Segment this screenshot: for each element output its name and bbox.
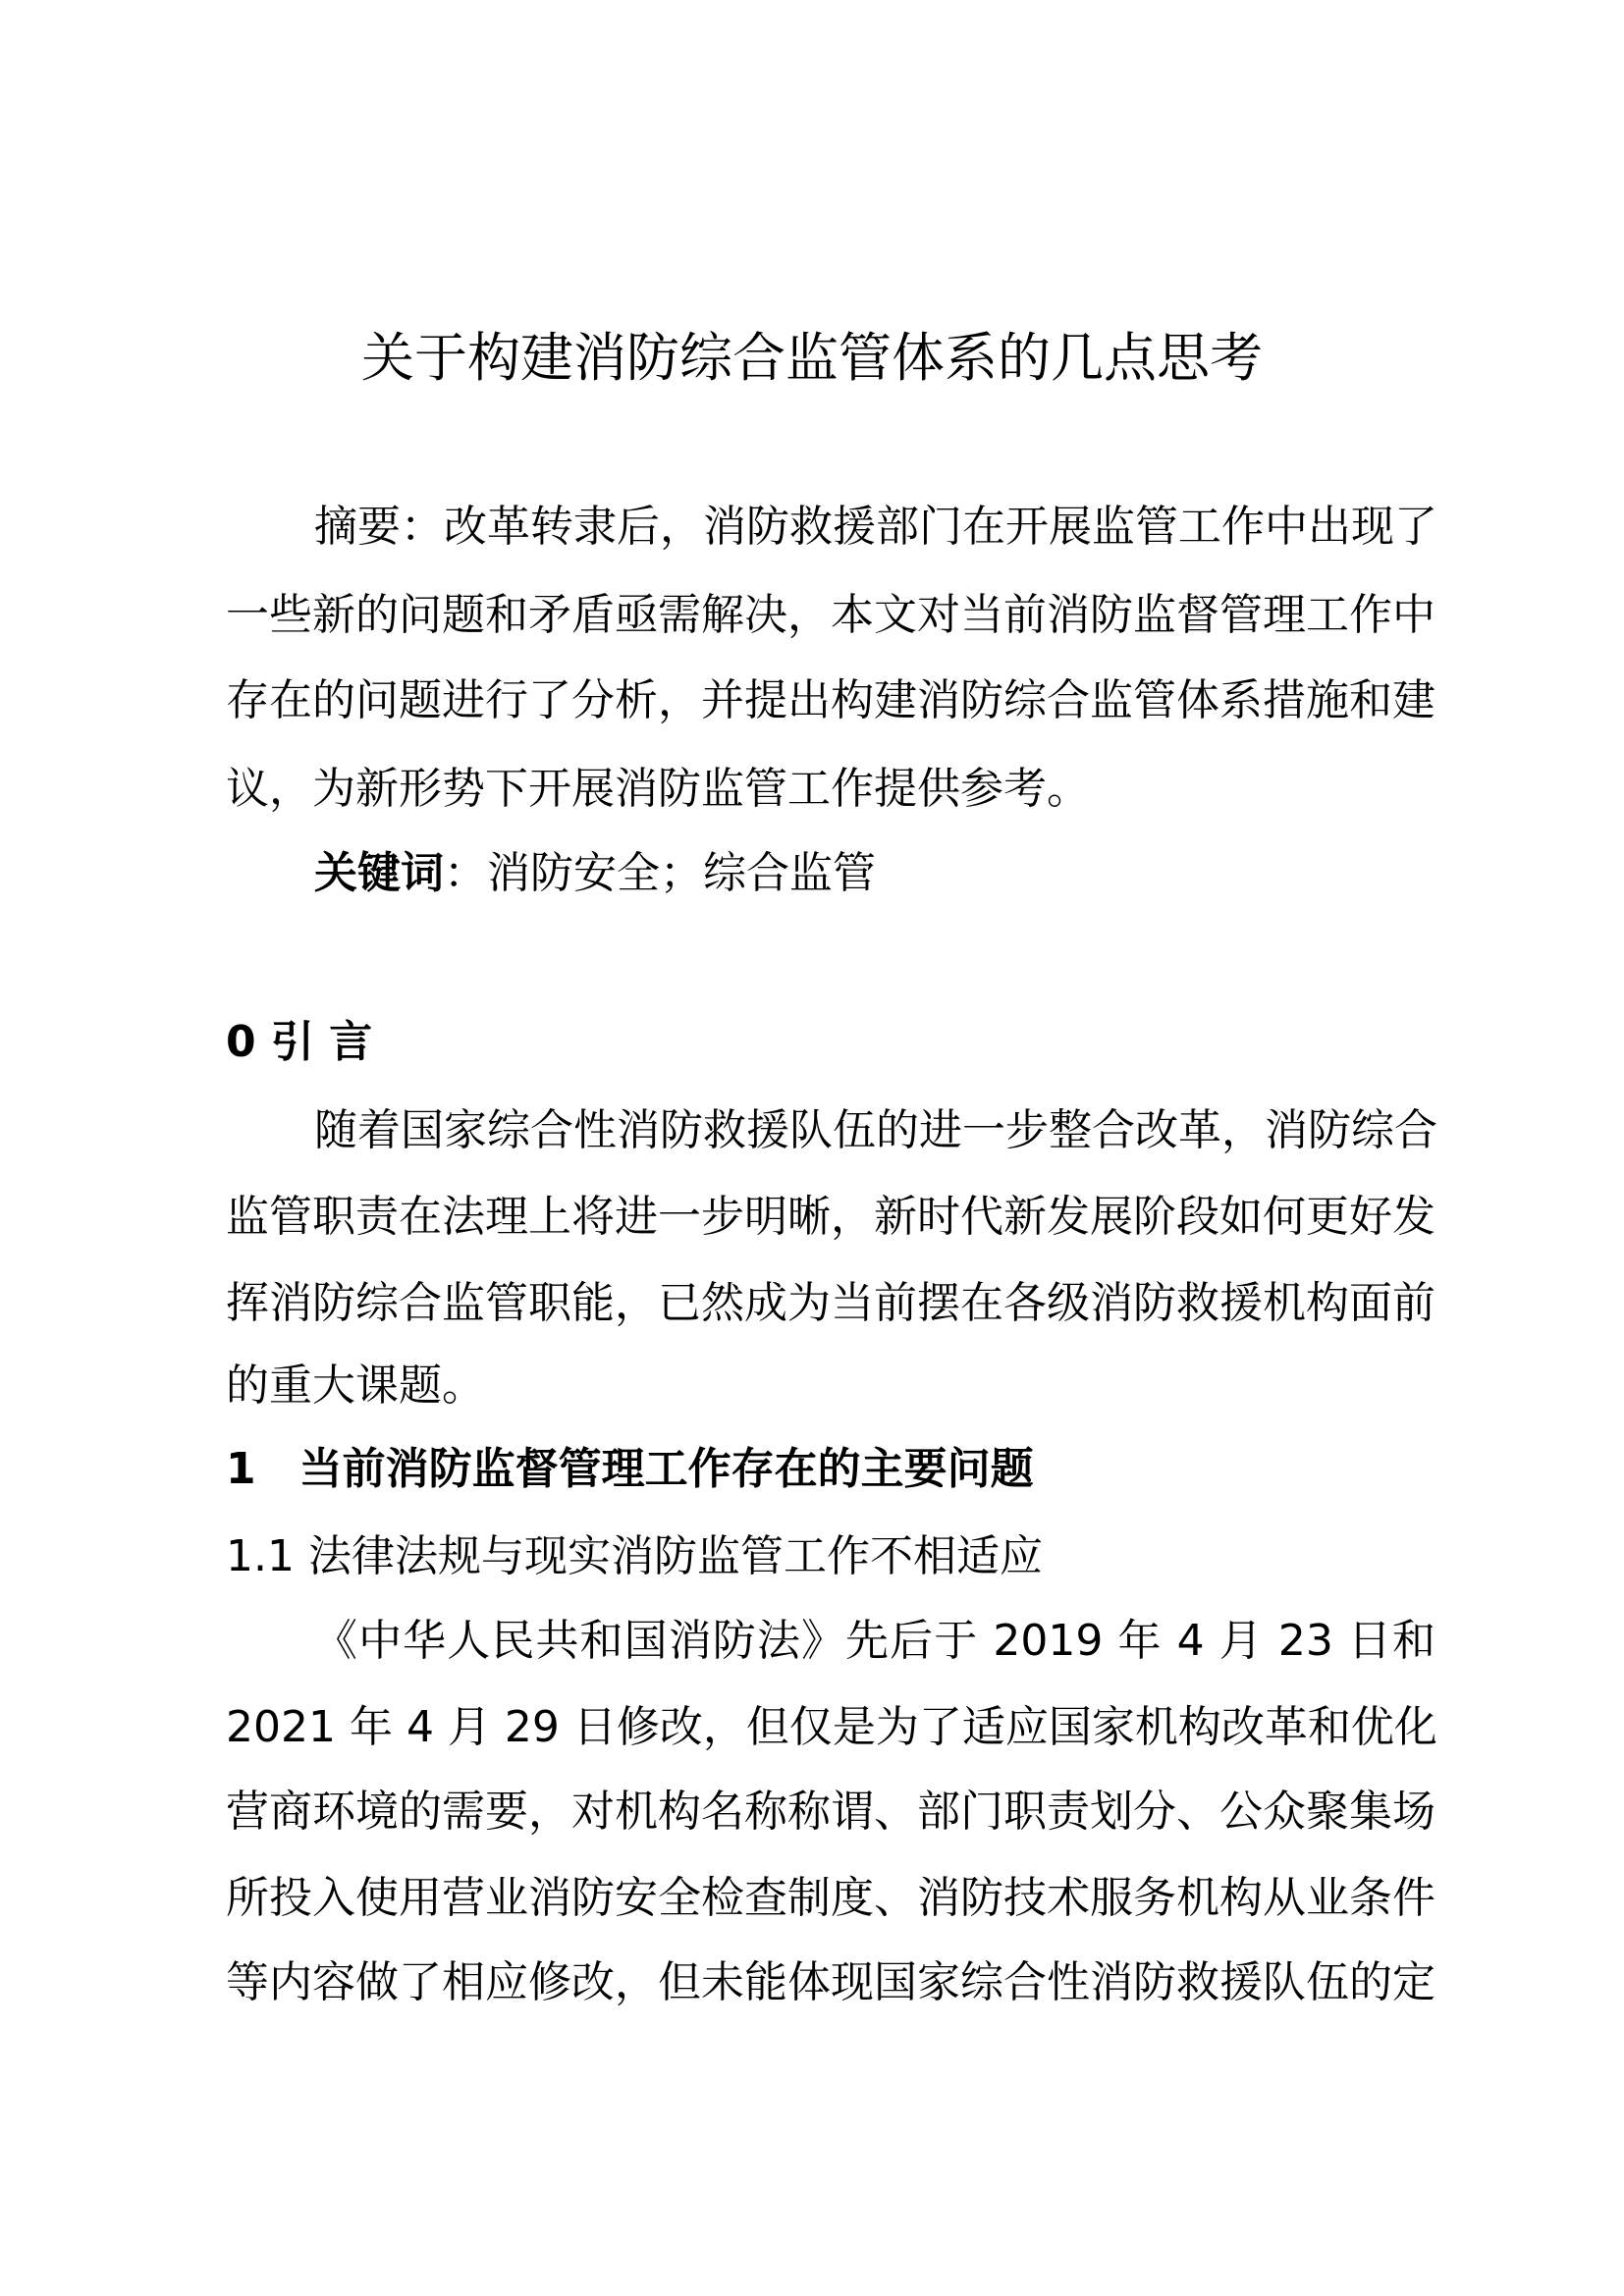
paragraph-line: 挥消防综合监管职能，已然成为当前摆在各级消防救援机构面前 (226, 1278, 1435, 1328)
keywords (314, 842, 1435, 905)
abstract-line: 摘要：改革转隶后，消防救援部门在开展监管工作中出现了 (314, 502, 1437, 552)
paragraph-line: 等内容做了相应修改，但未能体现国家综合性消防救援队伍的定 (226, 1957, 1435, 2007)
paragraph-line: 随着国家综合性消防救援队伍的进一步整合改革，消防综合 (314, 1105, 1437, 1155)
document-title: 关于构建消防综合监管体系的几点思考 (361, 327, 1263, 389)
paragraph-line: 的重大课题。 (226, 1361, 485, 1411)
paragraph-line: 2021 年 4 月 29 日修改，但仅是为了适应国家机构改革和优化 (226, 1702, 1437, 1752)
abstract-line: 一些新的问题和矛盾亟需解决，本文对当前消防监督管理工作中 (226, 590, 1435, 640)
keywords-label: 关键词 (314, 848, 444, 898)
section-heading-1: 1 当前消防监督管理工作存在的主要问题 (226, 1444, 1034, 1494)
subsection-heading-1-1: 1.1 法律法规与现实消防监管工作不相适应 (226, 1531, 1043, 1581)
paragraph-line: 所投入使用营业消防安全检查制度、消防技术服务机构从业条件 (226, 1873, 1435, 1923)
abstract-line: 议，为新形势下开展消防监管工作提供参考。 (226, 764, 1090, 814)
section-heading-intro: 0 引 言 (226, 1017, 373, 1067)
paragraph-line: 《中华人民共和国消防法》先后于 2019 年 4 月 23 日和 (314, 1616, 1435, 1666)
abstract-line: 存在的问题进行了分析，并提出构建消防综合监管体系措施和建 (226, 675, 1435, 725)
paragraph-line: 监管职责在法理上将进一步明晰，新时代新发展阶段如何更好发 (226, 1192, 1435, 1242)
keywords-value: ：消防安全；综合监管 (444, 848, 876, 898)
paragraph-line: 营商环境的需要，对机构名称称谓、部门职责划分、公众聚集场 (226, 1787, 1435, 1837)
